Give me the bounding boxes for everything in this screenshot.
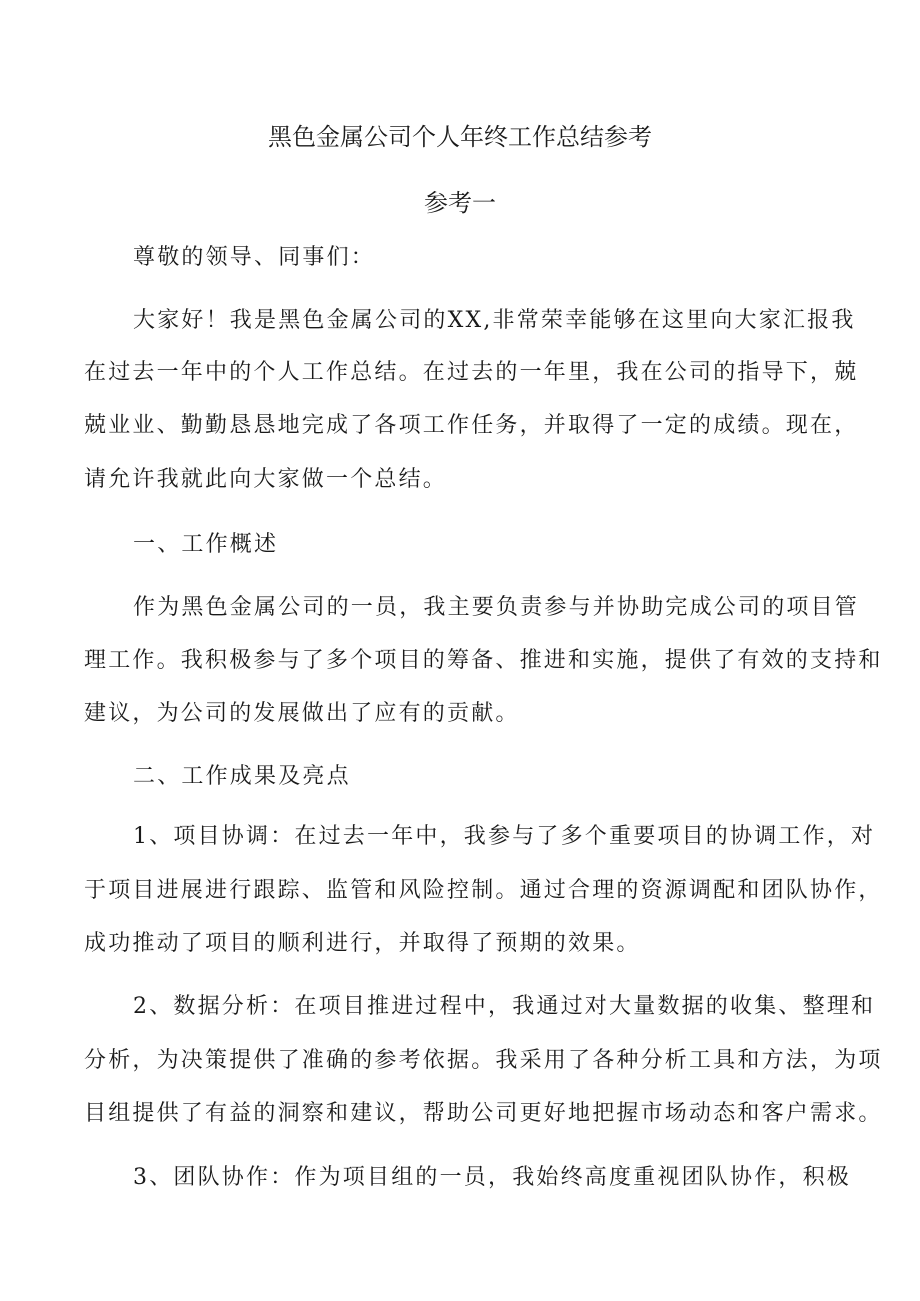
paragraph-line: 2、数据分析：在项目推进过程中，我通过对大量数据的收集、整理和 <box>133 994 876 1019</box>
paragraph-line: 成功推动了项目的顺利进行，并取得了预期的效果。 <box>84 931 641 956</box>
paragraph-line: 建议，为公司的发展做出了应有的贡献。 <box>84 701 520 726</box>
paragraph-line: 在过去一年中的个人工作总结。在过去的一年里，我在公司的指导下，兢 <box>84 360 859 385</box>
paragraph-line: 请允许我就此向大家做一个总结。 <box>84 467 448 492</box>
paragraph-line: 分析，为决策提供了准确的参考依据。我采用了各种分析工具和方法，为项 <box>84 1048 883 1073</box>
section-heading: 二、工作成果及亮点 <box>133 764 351 789</box>
greeting-line: 尊敬的领导、同事们： <box>133 245 376 270</box>
document-title: 黑色金属公司个人年终工作总结参考 <box>268 123 652 151</box>
paragraph-line: 于项目进展进行跟踪、监管和风险控制。通过合理的资源调配和团队协作， <box>84 878 883 903</box>
document-subtitle: 参考一 <box>424 189 496 217</box>
paragraph-line: 作为黑色金属公司的一员，我主要负责参与并协助完成公司的项目管 <box>133 595 860 620</box>
paragraph-line: 目组提供了有益的洞察和建议，帮助公司更好地把握市场动态和客户需求。 <box>84 1101 883 1126</box>
paragraph-line: 3、团队协作：作为项目组的一员，我始终高度重视团队协作，积极 <box>133 1165 851 1190</box>
paragraph-line: 1、项目协调：在过去一年中，我参与了多个重要项目的协调工作，对 <box>133 824 876 849</box>
paragraph-line: 理工作。我积极参与了多个项目的筹备、推进和实施，提供了有效的支持和 <box>84 648 883 673</box>
paragraph-line: 兢业业、勤勤恳恳地完成了各项工作任务，并取得了一定的成绩。现在， <box>84 413 859 438</box>
paragraph-line: 大家好！我是黑色金属公司的XX,非常荣幸能够在这里向大家汇报我 <box>133 308 856 333</box>
section-heading: 一、工作概述 <box>133 532 279 557</box>
